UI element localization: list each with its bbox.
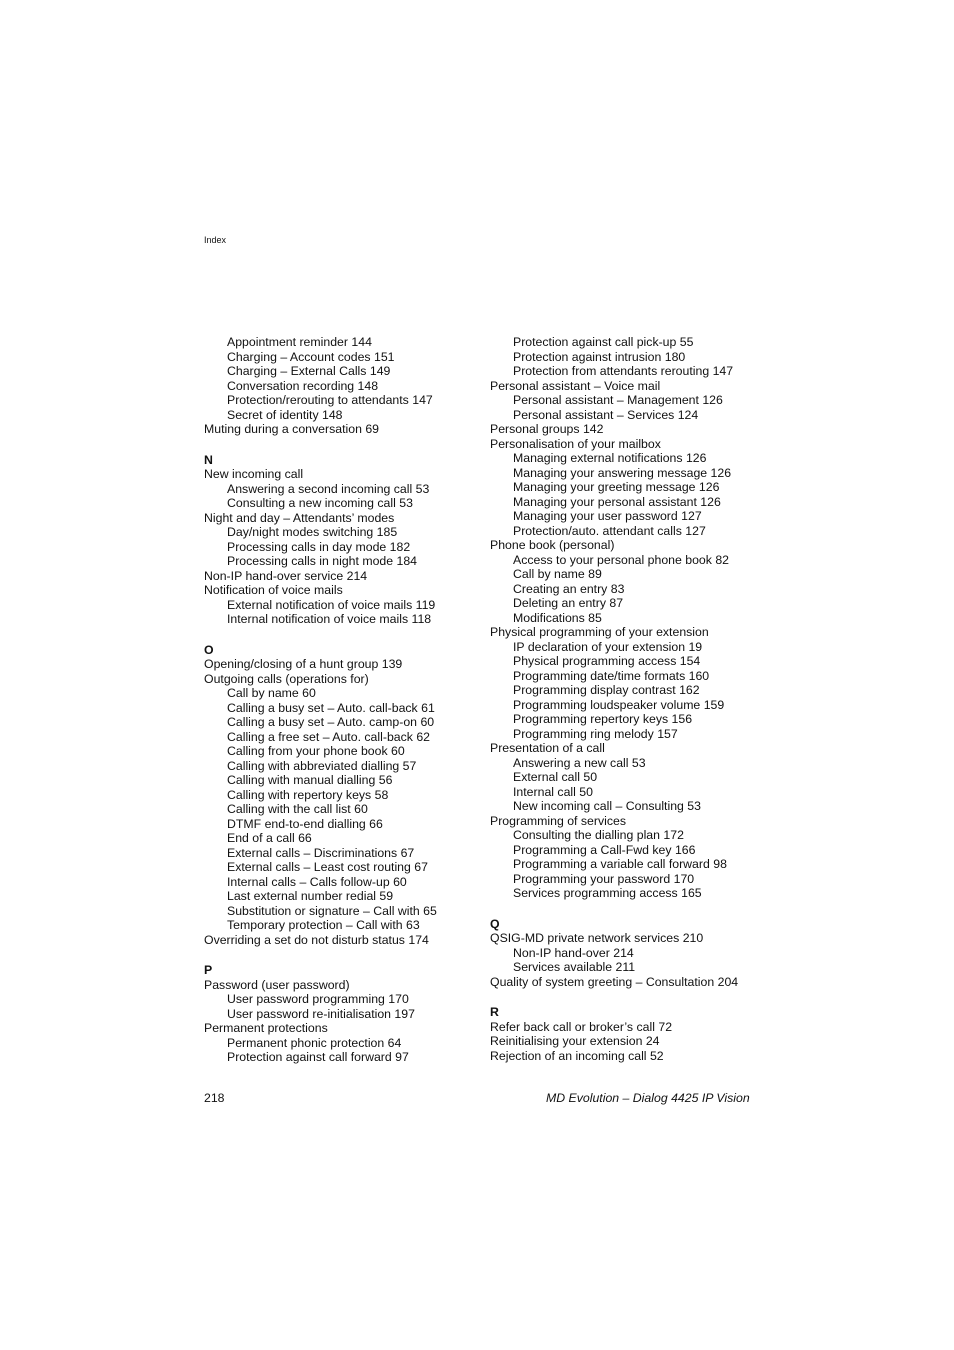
index-subentry: Calling with manual dialling 56 xyxy=(227,773,393,787)
running-header: Index xyxy=(204,235,227,245)
page-number: 218 xyxy=(204,1091,225,1105)
index-subentry: Temporary protection – Call with 63 xyxy=(227,918,420,932)
index-entry: Opening/closing of a hunt group 139 xyxy=(204,657,403,671)
index-subentry: Permanent phonic protection 64 xyxy=(227,1035,402,1050)
index-subentry: External notification of voice mails 119 xyxy=(227,597,436,612)
index-subentry: Non-IP hand-over 214 xyxy=(513,945,634,960)
index-subentry: Programming a variable call forward 98 xyxy=(513,857,727,871)
index-entry: Refer back call or broker’s call 72 xyxy=(490,1019,673,1034)
index-subentry: Protection against call pick-up 55 xyxy=(513,335,694,349)
index-entry: New incoming call xyxy=(204,467,304,481)
index-subentry: Call by name 60 xyxy=(227,686,316,700)
index-subentry: Managing your user password 127 xyxy=(513,509,702,523)
index-subentry: Call by name 89 xyxy=(513,567,602,581)
index-subentry: Conversation recording 148 xyxy=(227,378,379,393)
index-section-letter: Q xyxy=(490,916,500,931)
index-subentry: User password programming 170 xyxy=(227,992,409,1006)
index-subentry: Physical programming access 154 xyxy=(513,654,701,668)
index-entry: Overriding a set do not disturb status 174 xyxy=(204,932,429,947)
index-section-letter: R xyxy=(490,1005,499,1019)
index-subentry: Appointment reminder 144 xyxy=(227,335,372,349)
index-entry: Reinitialising your extension 24 xyxy=(490,1034,660,1048)
index-subentry: Answering a new call 53 xyxy=(513,755,646,770)
index-subentry: New incoming call – Consulting 53 xyxy=(513,799,701,813)
index-subentry: Programming your password 170 xyxy=(513,871,695,886)
index-subentry: Modifications 85 xyxy=(513,610,602,625)
index-section-letter: N xyxy=(204,452,213,467)
index-entry: Personal groups 142 xyxy=(490,422,604,436)
index-subentry: External calls – Least cost routing 67 xyxy=(227,860,428,874)
index-subentry: Processing calls in day mode 182 xyxy=(227,539,411,554)
index-subentry: Programming a Call-Fwd key 166 xyxy=(513,842,696,857)
index-entry: QSIG-MD private network services 210 xyxy=(490,931,704,945)
index-entry: Phone book (personal) xyxy=(490,538,615,552)
index-subentry: Programming display contrast 162 xyxy=(513,683,700,697)
document-title: MD Evolution – Dialog 4425 IP Vision xyxy=(546,1091,750,1105)
index-subentry: External calls – Discriminations 67 xyxy=(227,845,415,860)
index-subentry: Services available 211 xyxy=(513,960,636,974)
index-subentry: Last external number redial 59 xyxy=(227,889,394,903)
index-subentry: Charging – Account codes 151 xyxy=(227,349,395,364)
index-subentry: Charging – External Calls 149 xyxy=(227,364,391,378)
index-subentry: Protection against intrusion 180 xyxy=(513,349,686,364)
index-subentry: Calling a busy set – Auto. camp-on 60 xyxy=(227,715,435,729)
index-subentry: Calling with abbreviated dialling 57 xyxy=(227,758,417,773)
index-entry: Personalisation of your mailbox xyxy=(490,436,661,451)
index-subentry: Internal notification of voice mails 118 xyxy=(227,612,432,626)
index-subentry: Calling from your phone book 60 xyxy=(227,744,405,758)
index-subentry: Programming ring melody 157 xyxy=(513,726,678,741)
index-subentry: Services programming access 165 xyxy=(513,886,702,900)
index-subentry: Creating an entry 83 xyxy=(513,581,625,596)
index-subentry: Personal assistant – Services 124 xyxy=(513,407,699,422)
index-subentry: Calling with the call list 60 xyxy=(227,802,368,816)
index-section-letter: P xyxy=(204,963,213,977)
index-subentry: Managing your greeting message 126 xyxy=(513,480,720,494)
index-subentry: Calling a busy set – Auto. call-back 61 xyxy=(227,700,435,715)
index-subentry: Programming loudspeaker volume 159 xyxy=(513,697,725,712)
index-entry: Programming of services xyxy=(490,813,626,828)
index-entry: Permanent protections xyxy=(204,1021,328,1035)
index-subentry: Answering a second incoming call 53 xyxy=(227,481,430,496)
index-subentry: Managing your personal assistant 126 xyxy=(513,494,721,509)
index-column-left xyxy=(204,335,464,1065)
index-subentry: Programming date/time formats 160 xyxy=(513,668,710,683)
index-subentry: Deleting an entry 87 xyxy=(513,596,624,610)
index-entry: Notification of voice mails xyxy=(204,583,343,597)
index-subentry: Calling with repertory keys 58 xyxy=(227,787,389,802)
index-subentry: User password re-initialisation 197 xyxy=(227,1006,415,1021)
index-entry: Password (user password) xyxy=(204,977,350,992)
index-subentry: End of a call 66 xyxy=(227,831,312,845)
index-subentry: Calling a free set – Auto. call-back 62 xyxy=(227,729,431,744)
index-entry: Outgoing calls (operations for) xyxy=(204,671,369,686)
index-subentry: Day/night modes switching 185 xyxy=(227,525,398,539)
index-subentry: Protection/rerouting to attendants 147 xyxy=(227,393,433,407)
index-entry: Rejection of an incoming call 52 xyxy=(490,1048,664,1063)
index-subentry: Access to your personal phone book 82 xyxy=(513,552,730,567)
index-entry: Muting during a conversation 69 xyxy=(204,422,379,436)
index-subentry: Protection from attendants rerouting 147 xyxy=(513,364,734,378)
index-subentry: Internal calls – Calls follow-up 60 xyxy=(227,874,407,889)
index-entry: Personal assistant – Voice mail xyxy=(490,378,661,393)
index-subentry: Programming repertory keys 156 xyxy=(513,712,693,726)
index-subentry: DTMF end-to-end dialling 66 xyxy=(227,816,383,831)
index-entry: Quality of system greeting – Consultation 204 xyxy=(490,974,739,989)
index-subentry: Managing external notifications 126 xyxy=(513,451,707,465)
index-entry: Night and day – Attendants’ modes xyxy=(204,510,395,525)
index-subentry: External call 50 xyxy=(513,770,598,784)
index-subentry: Personal assistant – Management 126 xyxy=(513,393,723,407)
index-section-letter: O xyxy=(204,642,214,657)
index-column-right xyxy=(490,335,760,1063)
index-subentry: Processing calls in night mode 184 xyxy=(227,554,418,568)
index-subentry: Protection/auto. attendant calls 127 xyxy=(513,523,706,538)
index-subentry: Consulting the dialling plan 172 xyxy=(513,828,684,842)
index-subentry: IP declaration of your extension 19 xyxy=(513,639,703,654)
index-subentry: Substitution or signature – Call with 65 xyxy=(227,903,437,918)
index-entry: Non-IP hand-over service 214 xyxy=(204,568,368,583)
index-subentry: Protection against call forward 97 xyxy=(227,1050,409,1064)
index-subentry: Internal call 50 xyxy=(513,784,593,799)
index-subentry: Consulting a new incoming call 53 xyxy=(227,496,413,510)
index-entry: Physical programming of your extension xyxy=(490,625,709,639)
index-subentry: Secret of identity 148 xyxy=(227,407,343,422)
index-entry: Presentation of a call xyxy=(490,741,605,755)
index-subentry: Managing your answering message 126 xyxy=(513,465,732,480)
